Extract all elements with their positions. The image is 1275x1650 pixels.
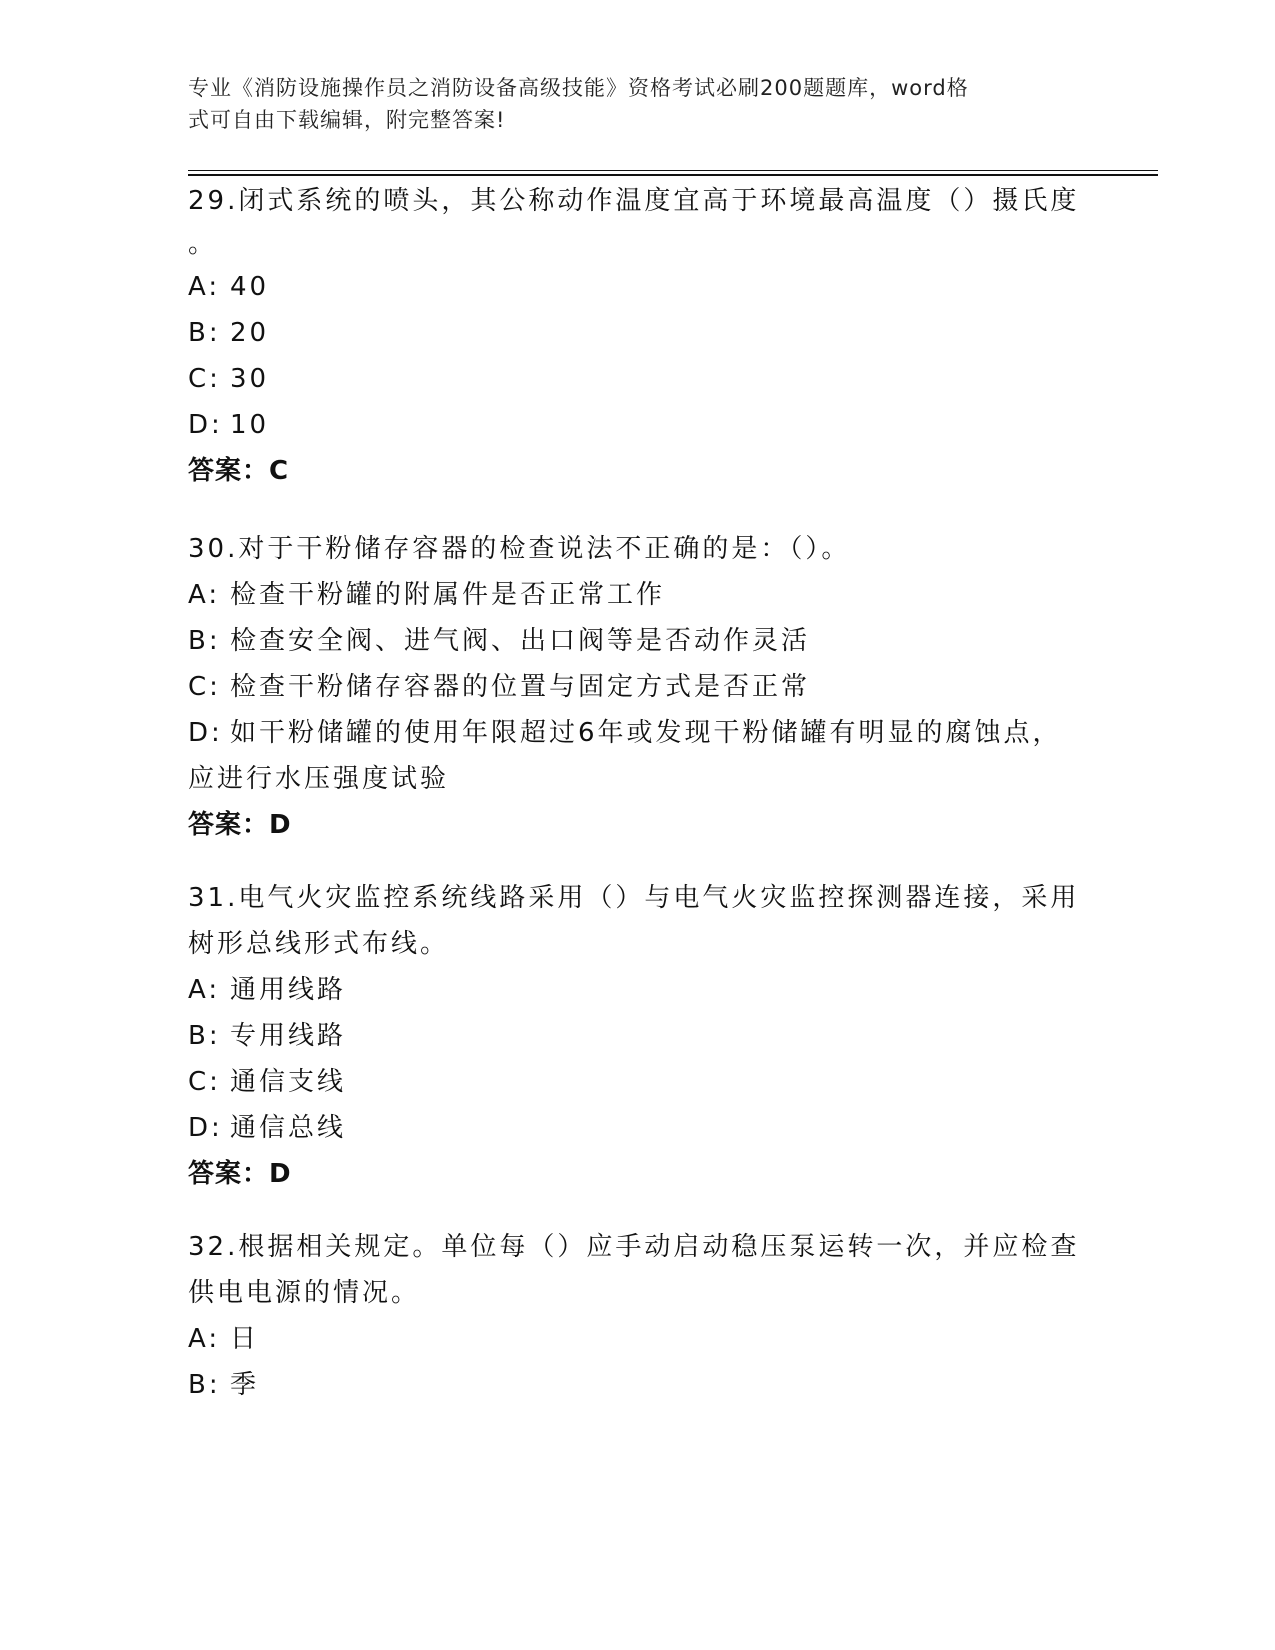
option-letter: B:: [188, 1021, 221, 1051]
option-d: [188, 402, 1088, 448]
option-letter: D:: [188, 718, 223, 748]
question-stem-line: 29.闭式系统的喷头，其公称动作温度宜高于环境最高温度（）摄氏度: [188, 186, 1080, 216]
option-text: 检查干粉罐的附属件是否正常工作: [230, 580, 666, 610]
question-stem-line: 31.电气火灾监控系统线路采用（）与电气火灾监控探测器连接，采用: [188, 883, 1080, 913]
option-letter: A:: [188, 1324, 221, 1354]
option-b: [188, 1013, 1088, 1059]
option-letter: A:: [188, 580, 221, 610]
option-d: [188, 710, 1088, 756]
option-a: [188, 572, 1088, 618]
question-29: [188, 178, 1088, 494]
option-letter: A:: [188, 272, 221, 302]
option-letter: C:: [188, 364, 221, 394]
option-letter: B:: [188, 1370, 221, 1400]
option-a: [188, 1316, 1088, 1362]
question-stem-line: 供电电源的情况。: [188, 1278, 421, 1308]
option-d: [188, 1105, 1088, 1151]
option-text: 20: [230, 318, 270, 348]
question-stem-line: 30.对于干粉储存容器的检查说法不正确的是：（）。: [188, 534, 851, 564]
option-text: 10: [230, 410, 270, 440]
option-text: 专用线路: [230, 1021, 347, 1051]
question-stem-line: 。: [188, 229, 218, 259]
answer-line: 答案：D: [188, 1159, 292, 1189]
option-letter: D:: [188, 1113, 223, 1143]
option-text: 日: [230, 1324, 260, 1354]
header-line-1: 专业《消防设施操作员之消防设备高级技能》资格考试必刷200题题库，word格: [188, 76, 969, 100]
option-letter: C:: [188, 1067, 221, 1097]
answer-line: 答案：D: [188, 810, 292, 840]
option-letter: D:: [188, 410, 223, 440]
header-line-2: 式可自由下载编辑，附完整答案!: [188, 108, 506, 132]
option-letter: A:: [188, 975, 221, 1005]
option-b: [188, 310, 1088, 356]
option-b: [188, 1362, 1088, 1408]
option-text: 通用线路: [230, 975, 347, 1005]
header-divider-thin: [188, 170, 1158, 171]
option-text: 30: [230, 364, 270, 394]
option-d-continuation: 应进行水压强度试验: [188, 764, 450, 794]
option-text: 检查干粉储存容器的位置与固定方式是否正常: [230, 672, 811, 702]
option-c: [188, 1059, 1088, 1105]
document-header: [188, 72, 1068, 136]
option-text: 通信支线: [230, 1067, 347, 1097]
option-text: 如干粉储罐的使用年限超过6年或发现干粉储罐有明显的腐蚀点，: [230, 718, 1062, 748]
question-31: [188, 875, 1088, 1197]
option-a: [188, 264, 1088, 310]
question-32: [188, 1224, 1088, 1408]
option-c: [188, 664, 1088, 710]
question-stem-line: 32.根据相关规定。单位每（）应手动启动稳压泵运转一次，并应检查: [188, 1232, 1080, 1262]
option-letter: C:: [188, 672, 221, 702]
header-divider-thick: [188, 174, 1158, 176]
option-b: [188, 618, 1088, 664]
option-text: 通信总线: [230, 1113, 347, 1143]
question-30: [188, 526, 1088, 848]
option-text: 检查安全阀、进气阀、出口阀等是否动作灵活: [230, 626, 811, 656]
option-letter: B:: [188, 318, 221, 348]
option-letter: B:: [188, 626, 221, 656]
option-a: [188, 967, 1088, 1013]
option-text: 40: [230, 272, 270, 302]
answer-line: 答案：C: [188, 456, 290, 486]
question-stem-line: 树形总线形式布线。: [188, 929, 450, 959]
option-text: 季: [230, 1370, 260, 1400]
option-c: [188, 356, 1088, 402]
